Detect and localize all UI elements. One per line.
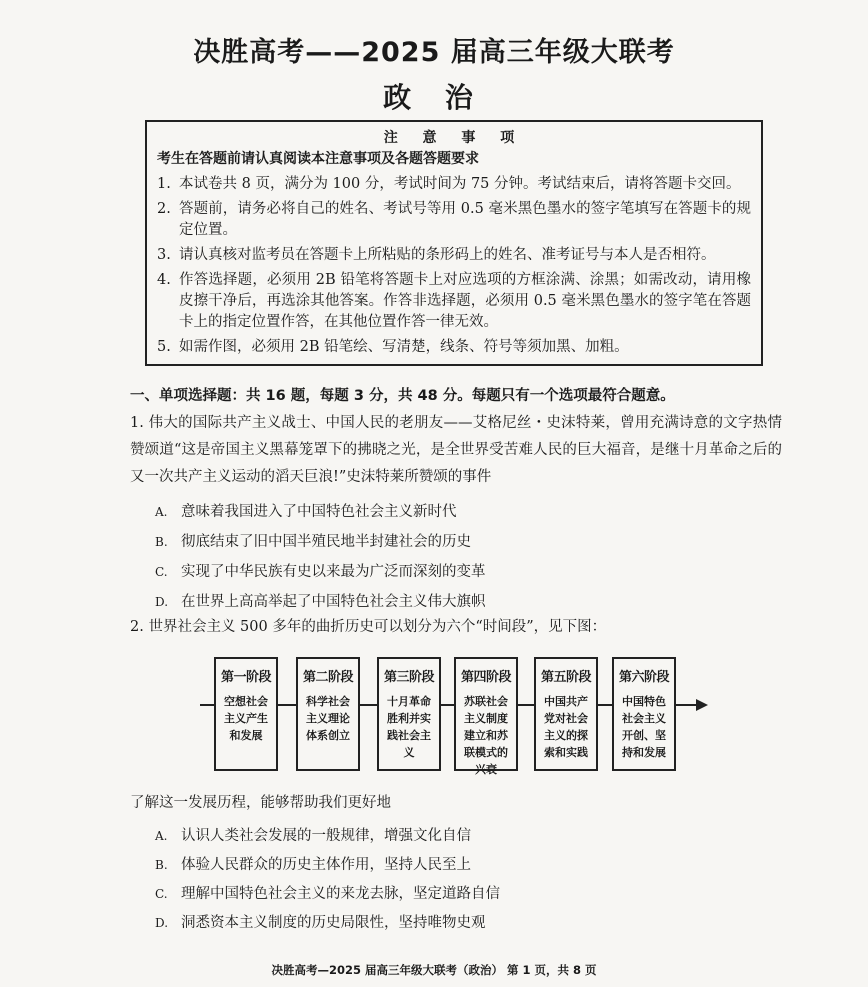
question-2-option-d [155,911,486,932]
stage-description: 十月革命胜利并实践社会主义 [387,695,431,759]
question-1-option-a [155,500,457,521]
notice-item-number: 3. [157,247,171,263]
stage-description: 中国共产党对社会主义的探索和实践 [544,695,588,759]
question-2-text: 2. 世界社会主义 500 多年的曲折历史可以划分为六个“时间段”，见下图： [130,619,607,635]
timeline-arrowhead [696,699,708,711]
stage-box-3 [377,657,441,771]
notice-item [157,270,751,333]
exam-title: 决胜高考——2025 届高三年级大联考 [193,37,675,68]
option-label: B. [155,858,168,872]
notice-item-text: 作答选择题，必须用 2B 铅笔将答题卡上对应选项的方框涂满、涂黑；如需改动，请用橡皮擦干净后，再选涂其他答案。作答非选择题，必须用 0.5 毫米黑色墨水的签字笔在答题卡上的指定位置作答，在其他位置作答一律无效。 [179,272,751,330]
notice-item-text: 本试卷共 8 页，满分为 100 分，考试时间为 75 分钟。考试结束后，请将答题卡交回。 [179,176,741,192]
question-1-option-d [155,590,486,611]
stage-title: 第二阶段 [302,670,353,685]
option-label: C. [155,565,168,579]
stage-box-2 [296,657,360,771]
notice-item-text: 请认真核对监考员在答题卡上所粘贴的条形码上的姓名、准考证号与本人是否相符。 [179,247,716,263]
stage-title: 第四阶段 [460,670,511,685]
question-1-text: 1. 伟大的国际共产主义战士、中国人民的老朋友——艾格尼丝・史沫特莱，曾用充满诗意的文字热情赞颂道“这是帝国主义黑幕笼罩下的拂晓之光，是全世界受苦难人民的巨大福音，是继十月革命之后的又一次共产主义运动的滔天巨浪!”史沫特莱所赞颂的事件 [130,415,782,485]
question-2-option-b [155,853,471,874]
option-label: D. [155,595,169,609]
notice-item [157,337,751,358]
option-label: C. [155,887,168,901]
notice-item-text: 答题前，请务必将自己的姓名、考试号等用 0.5 毫米黑色墨水的签字笔填写在答题卡的规定位置。 [179,201,751,238]
stage-box-6 [612,657,676,771]
stage-title: 第六阶段 [618,670,669,685]
question-1-option-b [155,530,471,551]
option-text: 理解中国特色社会主义的来龙去脉，坚定道路自信 [181,886,500,902]
question-2-option-a [155,824,471,845]
notice-item [157,199,751,241]
option-text: 彻底结束了旧中国半殖民地半封建社会的历史 [181,534,471,550]
option-text: 认识人类社会发展的一般规律，增强文化自信 [181,828,471,844]
question-2-option-c [155,882,500,903]
option-label: D. [155,916,169,930]
stage-title: 第五阶段 [540,670,591,685]
stage-description: 苏联社会主义制度建立和苏联模式的兴衰 [464,695,508,776]
option-text: 意味着我国进入了中国特色社会主义新时代 [181,504,457,520]
page-footer: 决胜高考—2025 届高三年级大联考（政治） 第 1 页，共 8 页 [271,963,597,977]
stage-description: 科学社会主义理论体系创立 [306,695,350,742]
stage-title: 第一阶段 [220,670,271,685]
option-label: A. [155,829,168,843]
stage-box-5 [534,657,598,771]
notice-item [157,245,751,266]
stages-diagram [200,650,720,780]
option-label: A. [155,505,168,519]
question-1-option-c [155,560,486,581]
stage-description: 空想社会主义产生和发展 [224,695,268,742]
question-2-stem: 了解这一发展历程，能够帮助我们更好地 [130,795,391,811]
notice-item-text: 如需作图，必须用 2B 铅笔绘、写清楚，线条、符号等须加黑、加粗。 [179,339,629,355]
stage-box-1 [214,657,278,771]
option-text: 在世界上高高举起了中国特色社会主义伟大旗帜 [181,594,486,610]
notice-box [145,120,763,366]
stage-description: 中国特色社会主义开创、坚持和发展 [622,695,666,759]
option-text: 洞悉资本主义制度的历史局限性，坚持唯物史观 [181,915,486,931]
notice-item-number: 1. [157,176,171,192]
stage-box-4 [454,657,518,776]
option-text: 实现了中华民族有史以来最为广泛而深刻的变革 [181,564,486,580]
notice-item-number: 4. [157,272,171,288]
option-text: 体验人民群众的历史主体作用，坚持人民至上 [181,857,471,873]
notice-item-number: 2. [157,201,171,217]
notice-item-number: 5. [157,339,171,355]
subject-title: 政 治 [383,81,485,114]
notice-subheading: 考生在答题前请认真阅读本注意事项及各题答题要求 [157,151,479,167]
section-title: 一、单项选择题：共 16 题，每题 3 分，共 48 分。每题只有一个选项最符合题意。 [130,388,675,404]
stage-title: 第三阶段 [383,670,434,685]
notice-item [157,174,751,195]
notice-heading: 注 意 事 项 [383,130,525,146]
option-label: B. [155,535,168,549]
